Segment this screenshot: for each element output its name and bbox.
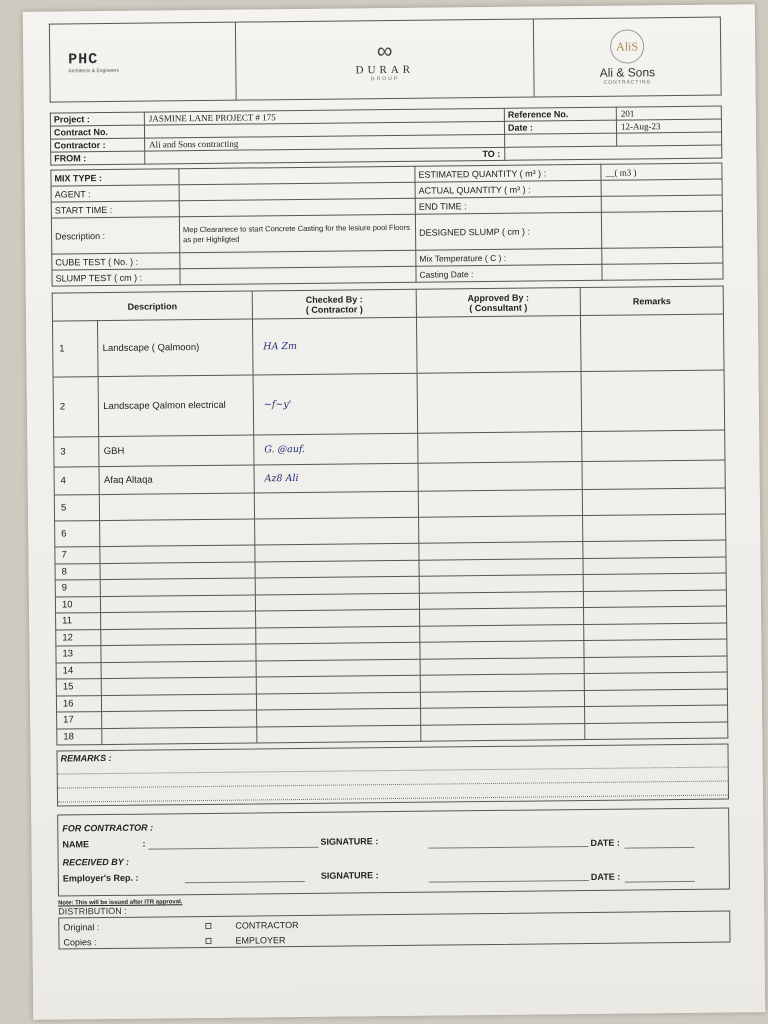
remarks-box [56, 744, 729, 807]
checked-by-signature [255, 593, 419, 611]
row-number: 13 [56, 646, 102, 663]
row-number: 12 [56, 629, 102, 646]
mix-temperature-value [602, 247, 723, 264]
approved-by-cell [419, 542, 583, 560]
contractor-checkbox[interactable] [205, 923, 211, 929]
checked-by-signature [257, 725, 421, 743]
row-number: 3 [54, 437, 100, 467]
contractor-extra-cell [505, 133, 617, 147]
checked-by-signature: G. @auf. [254, 433, 418, 465]
row-number: 15 [56, 679, 102, 696]
row-description [100, 545, 255, 563]
actual-quantity-value [601, 179, 722, 196]
remarks-line [58, 795, 728, 803]
remarks-cell [584, 623, 727, 641]
ali-sons-logo-text: Ali & Sons [599, 64, 656, 80]
remarks-line [58, 781, 728, 789]
row-description [101, 660, 256, 678]
row-description [101, 627, 256, 645]
remarks-header: Remarks [580, 286, 723, 315]
durar-logo [235, 19, 534, 100]
employers-rep-line [185, 881, 305, 883]
checked-by-signature [255, 560, 419, 578]
cube-test-label: CUBE TEST ( No. ) : [52, 253, 180, 270]
checked-by-title: Checked By : [305, 293, 363, 305]
row-number: 17 [57, 712, 103, 729]
approved-by-cell [417, 372, 582, 434]
employer-signature-line [429, 880, 589, 883]
approved-by-cell [421, 723, 585, 741]
row-description: Landscape ( Qalmoon) [98, 319, 253, 377]
employer-date-label: DATE : [590, 871, 621, 882]
row-number: 10 [55, 596, 101, 613]
approved-by-header [416, 288, 580, 318]
row-description [101, 611, 256, 629]
reference-value: 201 [616, 106, 721, 120]
employer-checkbox[interactable] [205, 938, 211, 944]
checked-by-header [252, 289, 416, 319]
signature-line [429, 846, 589, 849]
distribution-label: DISTRIBUTION : [58, 905, 127, 917]
approved-by-cell [419, 516, 583, 544]
remarks-cell [583, 557, 726, 575]
row-description: Afaq Altaqa [99, 465, 254, 495]
row-description [101, 578, 256, 596]
phc-logo [49, 22, 236, 102]
durar-logo-subtitle: GROUP [370, 75, 400, 82]
mix-details-table [50, 163, 723, 287]
row-number: 9 [55, 580, 101, 597]
checked-by-signature [255, 517, 419, 545]
checked-by-signature [256, 609, 420, 627]
row-number: 14 [56, 662, 102, 679]
mix-type-label: MIX TYPE : [51, 169, 179, 186]
checked-by-signature: Az8 Ali [254, 463, 418, 493]
approved-by-cell [420, 690, 584, 708]
row-description [102, 710, 257, 728]
remarks-cell [584, 639, 727, 657]
contractor-value: Ali and Sons contracting [145, 134, 505, 151]
remarks-cell [585, 722, 728, 740]
start-time-label: START TIME : [51, 201, 179, 218]
row-number: 1 [52, 321, 98, 377]
row-description [101, 644, 256, 662]
remarks-cell [584, 689, 727, 707]
contract-no-label: Contract No. [50, 125, 144, 139]
date-label: Date : [504, 120, 616, 134]
original-label: Original : [63, 922, 100, 933]
name-label: NAME [62, 839, 90, 850]
row-description: Landscape Qalmon electrical [98, 375, 253, 437]
inspection-form [49, 17, 731, 950]
approved-by-title: Approved By : [467, 292, 530, 303]
end-time-value [601, 195, 722, 212]
checked-by-signature [257, 708, 421, 726]
end-time-label: END TIME : [415, 196, 601, 214]
employers-rep-label: Employer's Rep. : [62, 872, 139, 884]
row-description [100, 561, 255, 579]
row-description [100, 519, 255, 547]
remarks-cell [582, 430, 725, 461]
row-number: 16 [56, 695, 102, 712]
estimated-quantity-value: __( m3 ) [601, 163, 722, 180]
phc-logo-text: PHC [68, 51, 99, 69]
remarks-cell [584, 656, 727, 674]
row-number: 4 [54, 467, 100, 495]
checked-by-signature [256, 692, 420, 710]
row-number: 18 [57, 728, 103, 745]
employer-signature-label: SIGNATURE : [320, 870, 379, 881]
approved-by-cell [416, 316, 581, 374]
approved-by-cell [418, 490, 582, 518]
remarks-cell [585, 705, 728, 723]
row-description [102, 726, 257, 744]
row-description [101, 594, 256, 612]
checked-by-signature: HA Zm [252, 317, 417, 375]
document-page [23, 4, 766, 1020]
to-label: TO : [145, 147, 505, 164]
ali-sons-logo [533, 17, 721, 97]
slump-test-label: SLUMP TEST ( cm ) : [52, 269, 180, 286]
estimated-quantity-label: ESTIMATED QUANTITY ( m³ ) : [415, 164, 601, 182]
actual-quantity-label: ACTUAL QUANTITY ( m³ ) : [415, 180, 601, 198]
ali-sons-seal-icon: AliS [610, 29, 644, 63]
checked-by-signature [256, 626, 420, 644]
date-signoff-label: DATE : [590, 837, 620, 848]
contractor-signoff-box [57, 808, 730, 897]
checked-by-signature [254, 491, 418, 519]
designed-slump-value [601, 211, 722, 248]
employer-option-label: EMPLOYER [235, 935, 286, 946]
distribution-box [58, 911, 730, 950]
remarks-cell [583, 573, 726, 591]
approved-by-cell [420, 657, 584, 675]
row-number: 2 [53, 377, 99, 437]
logo-header [49, 17, 722, 103]
project-info-table [50, 106, 723, 166]
approval-note: Note: This will be issued after ITR approval. [58, 899, 183, 907]
approved-by-cell [420, 624, 584, 642]
description-value: Mep Clearanece to start Concrete Casting for the lesiure pool Floors as per Highligted [179, 214, 415, 252]
agent-label: AGENT : [51, 185, 179, 202]
to-value [505, 145, 722, 160]
remarks-cell [581, 370, 725, 431]
designed-slump-label: DESIGNED SLUMP ( cm ) : [415, 212, 601, 250]
remarks-cell [582, 488, 725, 515]
durar-logo-text: DURAR [355, 63, 415, 76]
received-by-label: RECEIVED BY : [62, 856, 130, 868]
table-row [53, 370, 725, 437]
description-header: Description [52, 291, 252, 321]
checked-by-signature [256, 675, 420, 693]
approved-by-cell [419, 575, 583, 593]
row-number: 6 [55, 521, 101, 547]
remarks-label: REMARKS : [60, 752, 112, 764]
approved-by-cell [419, 591, 583, 609]
contractor-extra-cell-2 [617, 132, 722, 146]
name-line [149, 847, 319, 850]
row-number: 7 [55, 547, 101, 564]
remarks-cell [584, 606, 727, 624]
row-number: 5 [54, 495, 100, 521]
checked-by-signature [256, 642, 420, 660]
approved-by-cell [418, 462, 582, 492]
remarks-cell [583, 540, 726, 558]
checked-by-signature: ~f~y' [253, 373, 418, 435]
row-number: 11 [56, 613, 102, 630]
remarks-cell [584, 672, 727, 690]
inspection-items-table [52, 286, 729, 746]
approved-by-cell [420, 674, 584, 692]
remarks-cell [580, 314, 724, 371]
casting-date-label: Casting Date : [416, 264, 602, 282]
name-colon: : [142, 838, 146, 849]
row-description [102, 693, 257, 711]
row-description [102, 677, 257, 695]
checked-by-signature [255, 543, 419, 561]
checked-by-subtitle: ( Contractor ) [305, 303, 363, 315]
items-body [52, 314, 727, 745]
for-contractor-label: FOR CONTRACTOR : [62, 822, 154, 834]
contractor-label: Contractor : [51, 138, 145, 152]
remarks-cell [583, 590, 726, 608]
casting-date-value [602, 263, 723, 280]
row-number: 8 [55, 563, 101, 580]
approved-by-subtitle: ( Consultant ) [469, 302, 528, 313]
project-label: Project : [50, 112, 144, 126]
remarks-cell [582, 460, 725, 489]
project-value: JASMINE LANE PROJECT # 175 [144, 108, 504, 125]
approved-by-cell [420, 641, 584, 659]
checked-by-signature [256, 659, 420, 677]
reference-label: Reference No. [504, 107, 616, 121]
ali-sons-logo-subtitle: CONTRACTING [603, 78, 652, 86]
copies-label: Copies : [63, 937, 97, 948]
approved-by-cell [421, 707, 585, 725]
date-value: 12-Aug-23 [616, 119, 721, 133]
from-label: FROM : [51, 151, 145, 165]
durar-mark-icon: ∞ [376, 37, 393, 63]
row-description [100, 493, 255, 521]
contractor-option-label: CONTRACTOR [235, 920, 299, 931]
signature-label: SIGNATURE : [320, 836, 379, 847]
approved-by-cell [419, 558, 583, 576]
description-label: Description : [51, 217, 179, 254]
date-line [625, 847, 695, 849]
employer-date-line [625, 881, 695, 883]
approved-by-cell [418, 432, 582, 464]
remarks-line [58, 767, 728, 775]
remarks-cell [583, 514, 726, 541]
mix-temperature-label: Mix Temperature ( C ) : [416, 248, 602, 266]
slump-test-value [180, 266, 416, 284]
row-description: GBH [99, 435, 254, 467]
approved-by-cell [420, 608, 584, 626]
checked-by-signature [255, 576, 419, 594]
table-row [52, 314, 724, 377]
phc-logo-subtitle: Architects & Engineers [68, 67, 119, 75]
